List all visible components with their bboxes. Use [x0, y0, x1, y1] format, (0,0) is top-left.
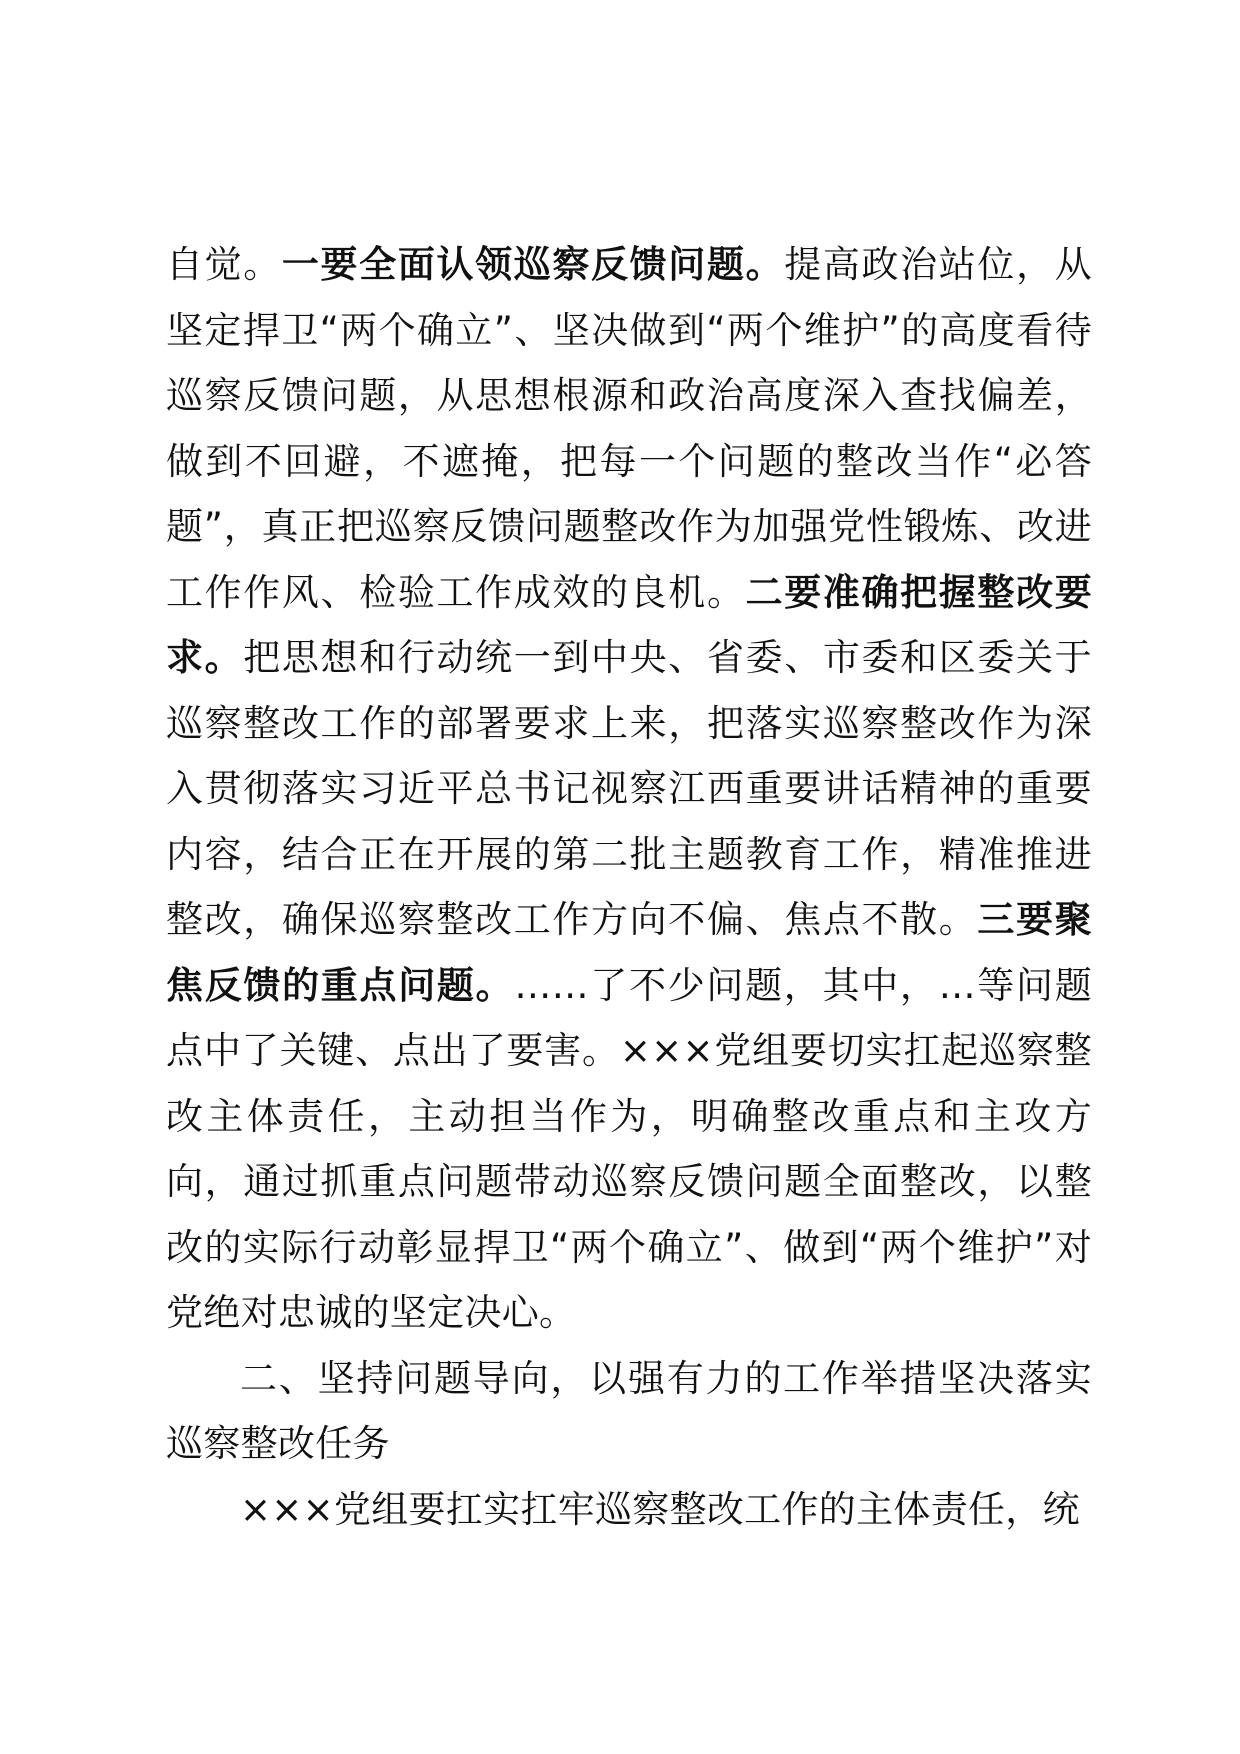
section-heading-2 — [166, 1346, 1092, 1477]
paragraph-3 — [166, 1477, 1092, 1543]
document-body — [166, 232, 1092, 1542]
bold-heading-3: 三要聚焦反馈的重点问题。 — [166, 898, 1092, 1007]
text-run: 二、坚持问题导向，以强有力的工作举措坚决落实巡察整改任务 — [166, 1356, 1092, 1465]
paragraph-1 — [166, 232, 1092, 1346]
bold-heading-1: 一要全面认领巡察反馈问题。 — [281, 243, 785, 286]
text-run: 提高政治站位，从坚定捍卫“两个确立”、坚决做到“两个维护”的高度看待巡察反馈问题，从思想根源和政治高度深入查找偏差，做到不回避，不遮掩，把每一个问题的整改当作“必答题”，真正把巡察反馈问题整改作为加强党性锻炼、改进工作作风、检验工作成效的良机。 — [166, 243, 1093, 614]
text-run: 把思想和行动统一到中央、省委、市委和区委关于巡察整改工作的部署要求上来，把落实巡察整改作为深入贯彻落实习近平总书记视察江西重要讲话精神的重要内容，结合正在开展的第二批主题教育工作，精准推进整改，确保巡察整改工作方向不偏、焦点不散。 — [166, 636, 1092, 941]
text-run: ……了不少问题，其中，…等问题点中了关键、点出了要害。×××党组要切实扛起巡察整改主体责任，主动担当作为，明确整改重点和主攻方向，通过抓重点问题带动巡察反馈问题全面整改，以整改的实际行动彰显捍卫“两个确立”、做到“两个维护”对党绝对忠诚的坚定决心。 — [166, 963, 1093, 1334]
text-run: 自觉。 — [166, 243, 282, 286]
bold-heading-2: 二要准确把握整改要求。 — [166, 570, 1093, 679]
text-run: ×××党组要扛实扛牢巡察整改工作的主体责任，统 — [240, 1487, 1080, 1531]
